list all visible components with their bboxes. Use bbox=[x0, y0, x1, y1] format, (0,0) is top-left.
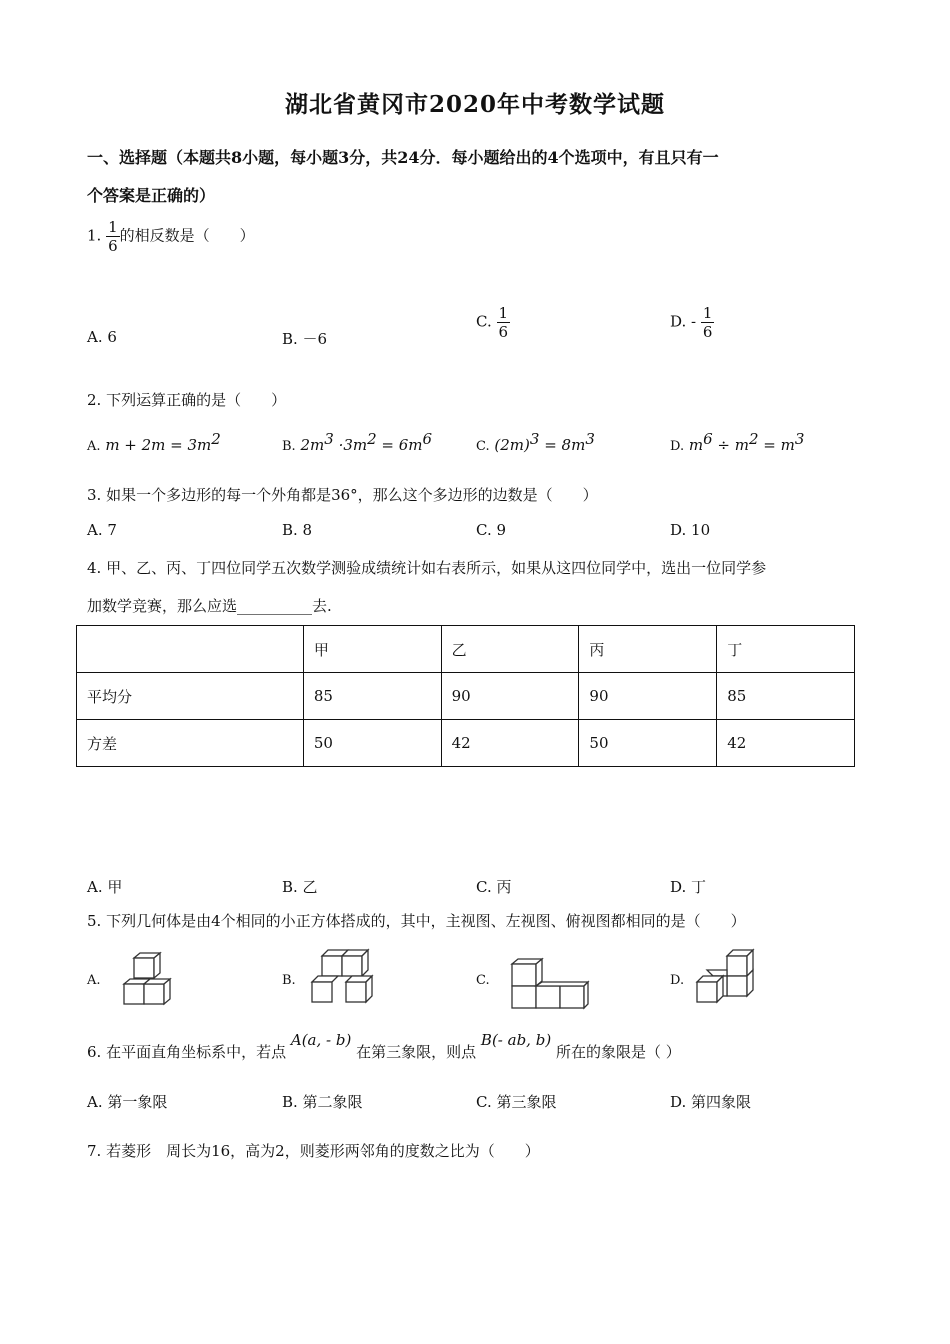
q3-option-c[interactable]: C. 9 bbox=[476, 521, 507, 539]
question-6 bbox=[87, 1031, 681, 1062]
question-4-line1: 4. 甲、乙、丙、丁四位同学五次数学测验成绩统计如右表所示，如果从这四位同学中，选出一位同学参 bbox=[87, 559, 767, 577]
table-cell: 42 bbox=[717, 720, 855, 767]
point-a: A(a, - b) bbox=[290, 1031, 352, 1049]
q4-option-a[interactable]: A. 甲 bbox=[87, 878, 123, 896]
table-cell bbox=[77, 626, 304, 673]
q3-option-b[interactable]: B. 8 bbox=[282, 521, 313, 539]
q4-option-b[interactable]: B. 乙 bbox=[282, 878, 318, 896]
table-cell: 方差 bbox=[77, 720, 304, 767]
q5-option-a-cubes[interactable] bbox=[120, 950, 182, 1012]
table-cell: 85 bbox=[717, 673, 855, 720]
q4-option-c[interactable]: C. 丙 bbox=[476, 878, 512, 896]
expression: m + 2m = 3m bbox=[105, 436, 212, 454]
expression: = 8m bbox=[539, 436, 586, 454]
question-text: 所在的象限是（ ） bbox=[555, 1043, 681, 1061]
section-heading-line2: 个答案是正确的） bbox=[87, 186, 216, 205]
question-4-line2: 加数学竞赛，那么应选__________去. bbox=[87, 597, 332, 615]
table-cell: 50 bbox=[579, 720, 717, 767]
q6-option-d[interactable]: D. 第四象限 bbox=[670, 1093, 752, 1111]
expression: ·3m bbox=[333, 436, 368, 454]
table-row bbox=[77, 673, 855, 720]
table-cell: 乙 bbox=[441, 626, 579, 673]
q6-option-b[interactable]: B. 第二象限 bbox=[282, 1093, 363, 1111]
table-cell: 丁 bbox=[717, 626, 855, 673]
q2-option-b[interactable] bbox=[282, 430, 432, 454]
table-cell: 42 bbox=[441, 720, 579, 767]
fraction-denominator: 6 bbox=[108, 237, 118, 255]
q6-option-a[interactable]: A. 第一象限 bbox=[87, 1093, 168, 1111]
fraction-denominator: 6 bbox=[702, 323, 713, 341]
q1-option-c[interactable] bbox=[476, 304, 510, 341]
table-cell: 丙 bbox=[579, 626, 717, 673]
question-number: 1. bbox=[87, 226, 102, 245]
fraction bbox=[497, 304, 511, 341]
fraction bbox=[701, 304, 715, 341]
fraction bbox=[106, 218, 120, 255]
exponent: 6 bbox=[422, 430, 433, 448]
fraction-denominator: 6 bbox=[498, 323, 509, 341]
q3-option-d[interactable]: D. 10 bbox=[670, 521, 711, 539]
option-label: C. bbox=[476, 439, 490, 454]
exponent: 3 bbox=[585, 430, 595, 448]
q5-option-d-label[interactable]: D. bbox=[670, 973, 685, 988]
question-2: 2. 下列运算正确的是（ ） bbox=[87, 391, 287, 409]
score-table bbox=[76, 625, 855, 767]
question-text: 6. 在平面直角坐标系中，若点 bbox=[87, 1043, 287, 1061]
exponent: 3 bbox=[324, 430, 334, 448]
expression: = 6m bbox=[376, 436, 423, 454]
question-5: 5. 下列几何体是由4个相同的小正方体搭成的，其中，主视图、左视图、俯视图都相同的是（ ） bbox=[87, 912, 746, 930]
section-heading-line1: 一、选择题（本题共8小题，每小题3分，共24分．每小题给出的4个选项中，有且只有一 bbox=[87, 148, 719, 167]
expression: = m bbox=[758, 436, 795, 454]
exponent: 2 bbox=[211, 430, 221, 448]
option-label: D. bbox=[670, 312, 687, 331]
table-header-row bbox=[77, 626, 855, 673]
point-b: B(- ab, b) bbox=[480, 1031, 552, 1049]
q5-option-d-cubes[interactable] bbox=[693, 946, 763, 1012]
fraction-numerator: 1 bbox=[498, 304, 509, 322]
question-1 bbox=[87, 218, 255, 255]
table-cell: 平均分 bbox=[77, 673, 304, 720]
q5-option-c-cubes[interactable] bbox=[508, 954, 590, 1014]
expression: (2m) bbox=[494, 436, 530, 454]
exponent: 2 bbox=[748, 430, 759, 448]
option-label: C. bbox=[476, 312, 492, 331]
q4-option-d[interactable]: D. 丁 bbox=[670, 878, 707, 896]
table-cell: 50 bbox=[303, 720, 441, 767]
q2-option-c[interactable] bbox=[476, 430, 595, 454]
option-label: A. bbox=[87, 439, 101, 454]
fraction-numerator: 1 bbox=[108, 218, 118, 236]
minus-sign: - bbox=[691, 312, 697, 331]
table-cell: 90 bbox=[441, 673, 579, 720]
q1-option-a[interactable]: A. 6 bbox=[87, 328, 117, 346]
q5-option-b-cubes[interactable] bbox=[308, 946, 384, 1012]
q2-option-a[interactable] bbox=[87, 430, 221, 454]
option-label: B. bbox=[282, 439, 296, 454]
q3-option-a[interactable]: A. 7 bbox=[87, 521, 117, 539]
page-title: 湖北省黄冈市2020年中考数学试题 bbox=[284, 91, 665, 118]
table-cell: 甲 bbox=[303, 626, 441, 673]
question-text: 在第三象限，则点 bbox=[356, 1043, 477, 1061]
expression: ÷ m bbox=[712, 436, 749, 454]
expression: m bbox=[688, 436, 704, 454]
table-cell: 85 bbox=[303, 673, 441, 720]
exponent: 2 bbox=[367, 430, 377, 448]
q1-option-b[interactable]: B. －6 bbox=[282, 330, 328, 348]
expression: 2m bbox=[300, 436, 325, 454]
exponent: 3 bbox=[794, 430, 805, 448]
q6-option-c[interactable]: C. 第三象限 bbox=[476, 1093, 557, 1111]
option-label: D. bbox=[670, 439, 685, 454]
q5-option-c-label[interactable]: C. bbox=[476, 973, 490, 988]
question-text: 的相反数是（ ） bbox=[119, 226, 255, 245]
question-3: 3. 如果一个多边形的每一个外角都是36°，那么这个多边形的边数是（ ） bbox=[87, 486, 598, 504]
table-cell: 90 bbox=[579, 673, 717, 720]
q5-option-a-label[interactable]: A. bbox=[87, 973, 101, 988]
fraction-numerator: 1 bbox=[702, 304, 713, 322]
question-7: 7. 若菱形 周长为16，高为2，则菱形两邻角的度数之比为（ ） bbox=[87, 1142, 540, 1160]
table-row bbox=[77, 720, 855, 767]
q1-option-d[interactable] bbox=[670, 304, 714, 341]
exponent: 3 bbox=[529, 430, 540, 448]
exponent: 6 bbox=[703, 430, 713, 448]
q5-option-b-label[interactable]: B. bbox=[282, 973, 296, 988]
q2-option-d[interactable] bbox=[670, 430, 804, 454]
